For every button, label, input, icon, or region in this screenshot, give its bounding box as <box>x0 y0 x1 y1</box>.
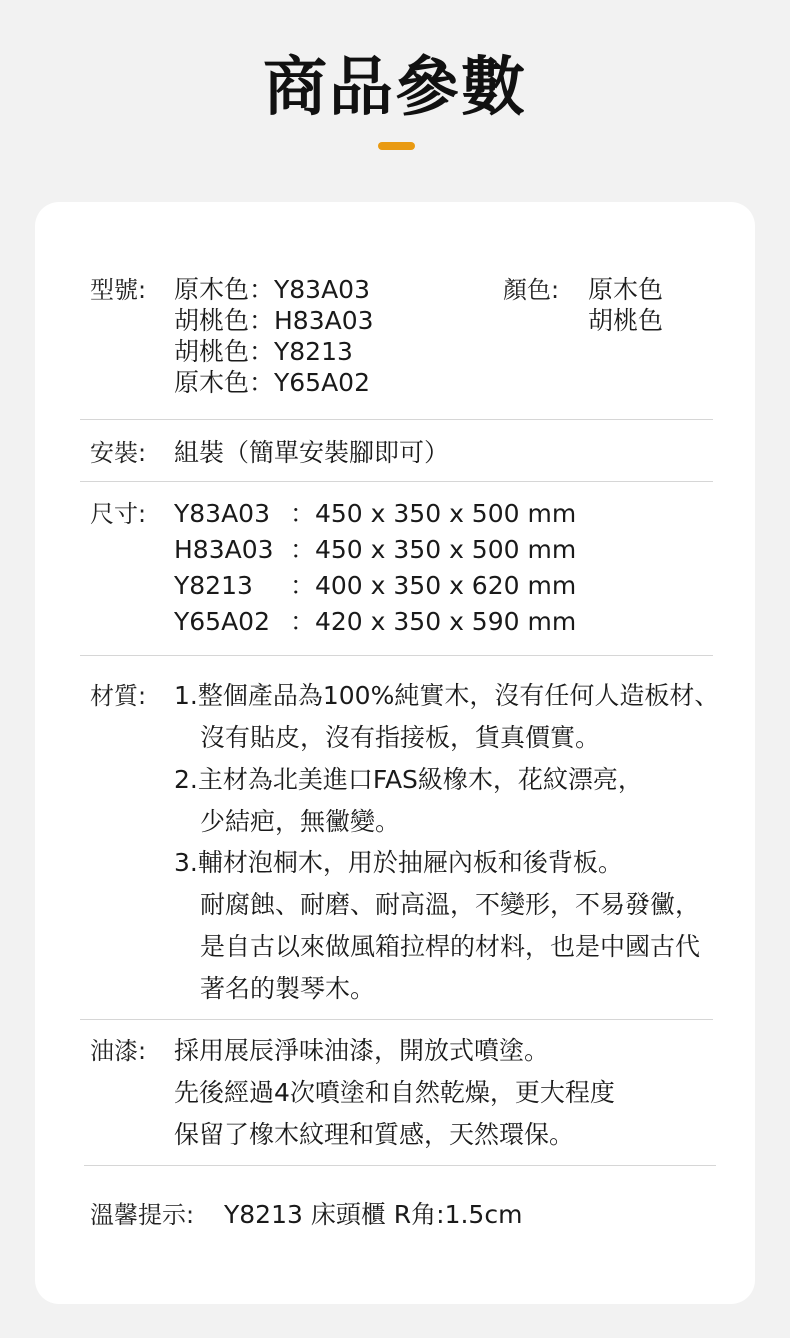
install-label: 安裝: <box>90 439 147 467</box>
title-accent-bar <box>378 142 415 150</box>
model-line: 胡桃色：H83A03 <box>174 306 374 335</box>
paint-label: 油漆: <box>90 1037 147 1065</box>
model-line: 原木色：Y65A02 <box>174 368 370 397</box>
model-line: 胡桃色：Y8213 <box>174 337 353 366</box>
paint-line: 先後經過4次噴塗和自然乾燥，更大程度 <box>174 1078 615 1107</box>
section-divider <box>80 481 713 482</box>
size-code: Y83A03 <box>174 499 270 528</box>
size-value: ：400 x 350 x 620 mm <box>290 571 577 600</box>
size-code: H83A03 <box>174 535 274 564</box>
size-code: Y65A02 <box>174 607 270 636</box>
size-row <box>174 499 576 529</box>
color-line: 原木色 <box>588 275 664 304</box>
material-line: 著名的製琴木。 <box>200 974 376 1003</box>
size-value: ：450 x 350 x 500 mm <box>290 499 577 528</box>
page-title: 商品參數 <box>263 51 527 125</box>
material-label: 材質: <box>90 682 147 710</box>
section-divider <box>80 1019 713 1020</box>
model-line: 原木色：Y83A03 <box>174 275 370 304</box>
material-line: 是自古以來做風箱拉桿的材料，也是中國古代 <box>200 932 701 961</box>
tip-value: Y8213 床頭櫃 R角:1.5cm <box>224 1200 523 1229</box>
material-line: 3.輔材泡桐木，用於抽屜內板和後背板。 <box>174 848 623 877</box>
material-line: 沒有貼皮，沒有指接板，貨真價實。 <box>200 723 601 752</box>
install-value: 組裝（簡單安裝腳即可） <box>174 438 450 467</box>
section-divider <box>84 1165 716 1166</box>
section-divider <box>80 655 713 656</box>
material-line: 2.主材為北美進口FAS級橡木，花紋漂亮， <box>174 765 643 794</box>
material-line: 1.整個產品為100%純實木，沒有任何人造板材、 <box>174 681 720 710</box>
size-code: Y8213 <box>174 571 253 600</box>
size-label: 尺寸: <box>90 500 147 528</box>
model-label: 型號: <box>90 276 147 304</box>
size-row <box>174 535 576 565</box>
size-row <box>174 607 576 637</box>
paint-line: 採用展辰淨味油漆，開放式噴塗。 <box>174 1036 550 1065</box>
tip-label: 溫馨提示: <box>90 1201 195 1229</box>
material-line: 耐腐蝕、耐磨、耐高溫，不變形，不易發黴， <box>200 890 701 919</box>
size-value: ：420 x 350 x 590 mm <box>290 607 577 636</box>
material-line: 少結疤，無黴變。 <box>200 807 401 836</box>
paint-line: 保留了橡木紋理和質感，天然環保。 <box>174 1120 575 1149</box>
color-line: 胡桃色 <box>588 306 664 335</box>
size-row <box>174 571 576 601</box>
section-divider <box>80 419 713 420</box>
size-value: ：450 x 350 x 500 mm <box>290 535 577 564</box>
color-label: 顏色: <box>503 276 560 304</box>
